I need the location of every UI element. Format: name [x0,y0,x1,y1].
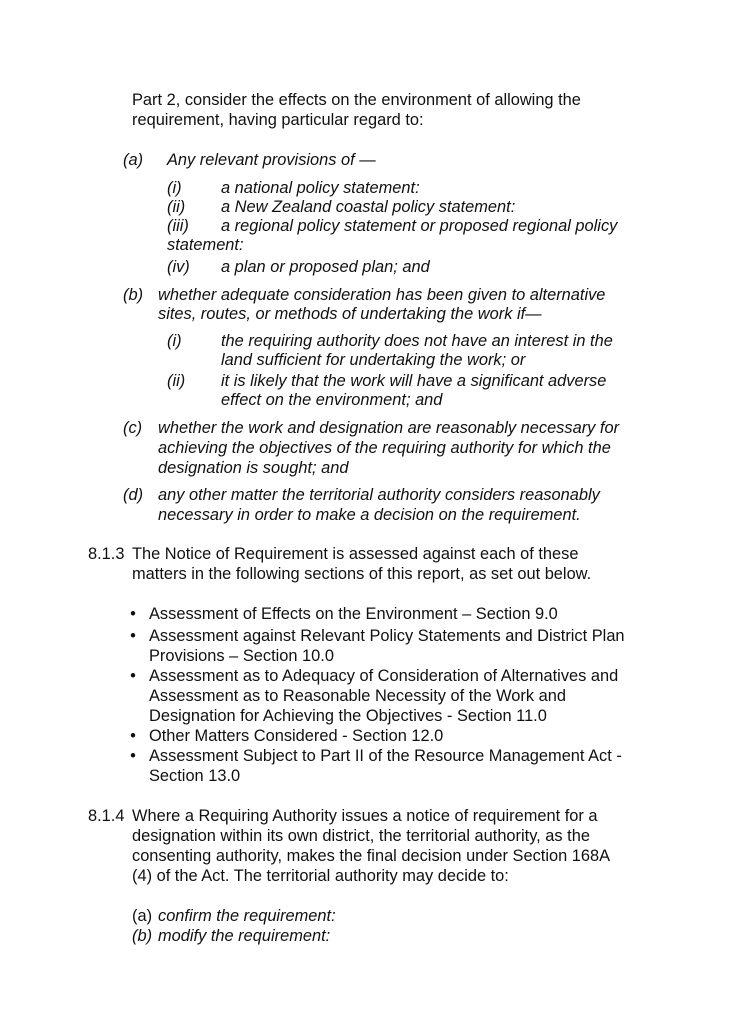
item-a-sub-iii-marker: (iii) [167,217,189,235]
item-b-sub-i-line-1: the requiring authority does not have an interest in the [221,332,613,350]
bullet-marker: • [130,627,136,645]
item-c-line-1: whether the work and designation are reasonably necessary for [158,419,620,437]
item-a-sub-iv-marker: (iv) [167,258,190,276]
option-b-text: modify the requirement: [158,927,331,945]
item-a-sub-ii-text: a New Zealand coastal policy statement: [221,198,516,216]
item-a-sub-ii-marker: (ii) [167,198,186,216]
section-813-line-1: The Notice of Requirement is assessed against each of these [132,545,579,563]
item-b-line-2: sites, routes, or methods of undertaking the work if— [158,305,542,323]
bullet-2-line-1: Assessment against Relevant Policy Statements and District Plan [149,627,625,645]
item-d-line-2: necessary in order to make a decision on the requirement. [158,506,581,524]
option-a-marker: (a) [132,907,153,925]
section-814-line-1: Where a Requiring Authority issues a notice of requirement for a [132,807,598,825]
bullet-marker: • [130,747,136,765]
bullet-4-line-1: Other Matters Considered - Section 12.0 [149,727,444,745]
item-b-sub-i-line-2: land sufficient for undertaking the work; or [221,351,526,369]
item-a-sub-i-marker: (i) [167,179,182,197]
section-814-line-3: consenting authority, makes the final decision under Section 168A [132,847,611,865]
section-814-line-4: (4) of the Act. The territorial authority may decide to: [132,867,509,885]
intro-line-1: Part 2, consider the effects on the environment of allowing the [132,91,581,109]
bullet-marker: • [130,727,136,745]
item-c-line-3: designation is sought; and [158,459,349,477]
item-c-line-2: achieving the objectives of the requiring authority for which the [158,439,611,457]
item-a-sub-i-text: a national policy statement: [221,179,420,197]
section-814-line-2: designation within its own district, the territorial authority, as the [132,827,590,845]
bullet-marker: • [130,667,136,685]
item-b-line-1: whether adequate consideration has been given to alternative [158,286,606,304]
bullet-marker: • [130,605,136,623]
option-a-text: confirm the requirement: [158,907,336,925]
item-a-text: Any relevant provisions of — [167,151,376,169]
item-b-sub-ii-line-1: it is likely that the work will have a significant adverse [221,372,607,390]
bullet-3-line-2: Assessment as to Reasonable Necessity of the Work and [149,687,566,705]
item-a-sub-iii-text: a regional policy statement or proposed regional policy [221,217,618,235]
item-d-marker: (d) [123,486,144,504]
item-a-marker: (a) [123,151,144,169]
item-b-sub-i-marker: (i) [167,332,182,350]
intro-line-2: requirement, having particular regard to: [132,111,424,129]
item-b-sub-ii-marker: (ii) [167,372,186,390]
item-a-sub-iii-cont: statement: [167,236,244,254]
item-b-sub-ii-line-2: effect on the environment; and [221,391,443,409]
bullet-5-line-1: Assessment Subject to Part II of the Resource Management Act - [149,747,622,765]
item-a-sub-iv-text: a plan or proposed plan; and [221,258,430,276]
bullet-3-line-3: Designation for Achieving the Objectives - Section 11.0 [149,707,547,725]
item-c-marker: (c) [123,419,143,437]
section-813-number: 8.1.3 [88,545,125,563]
bullet-3-line-1: Assessment as to Adequacy of Consideration of Alternatives and [149,667,619,685]
item-b-marker: (b) [123,286,144,304]
option-b-marker: (b) [132,927,153,945]
section-813-line-2: matters in the following sections of this report, as set out below. [132,565,592,583]
bullet-1-line-1: Assessment of Effects on the Environment – Section 9.0 [149,605,558,623]
item-d-line-1: any other matter the territorial authority considers reasonably [158,486,600,504]
bullet-2-line-2: Provisions – Section 10.0 [149,647,334,665]
section-814-number: 8.1.4 [88,807,125,825]
bullet-5-line-2: Section 13.0 [149,767,241,785]
